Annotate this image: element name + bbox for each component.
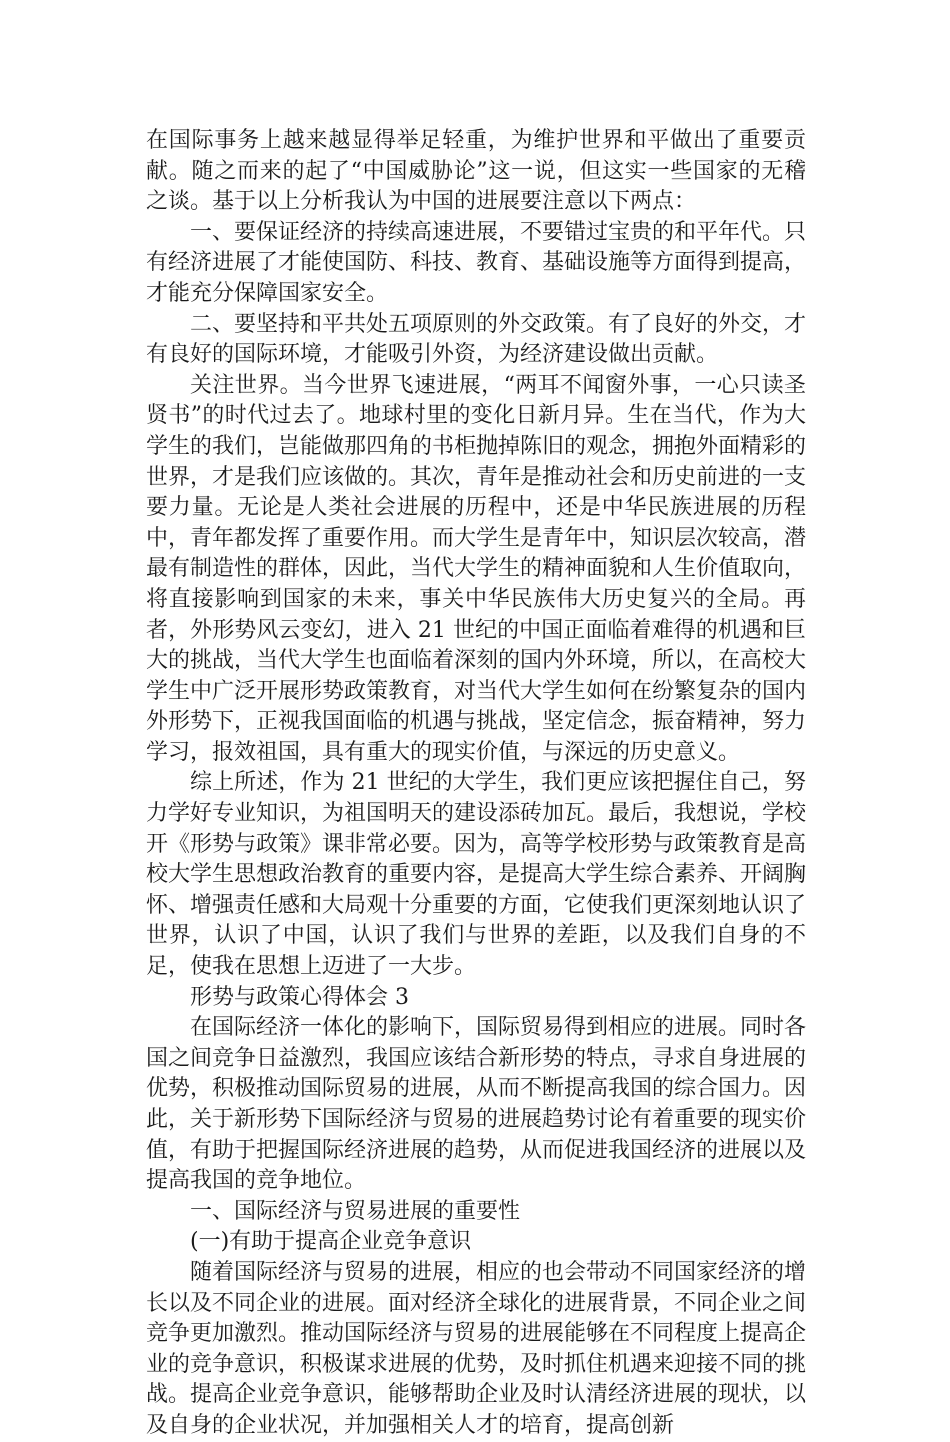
paragraph-conclusion: 综上所述，作为 21 世纪的大学生，我们更应该把握住自己，努力学好专业知识，为祖国明天的建设添砖加瓦。最后，我想说，学校开《形势与政策》课非常必要。因为，高等学校形势与政策教育是高校大学生思想政治教育的重要内容，是提高大学生综合素养、开阔胸怀、增强责任感和大局观十分重要的方面，它使我们更深刻地认识了世界，认识了中国，认识了我们与世界的差距，以及我们自身的不足，使我在思想上迈进了一大步。 [146, 770, 807, 980]
paragraph-competition: 随着国际经济与贸易的进展，相应的也会带动不同国家经济的增长以及不同企业的进展。面对经济全球化的进展背景，不同企业之间竞争更加激烈。推动国际经济与贸易的进展能够在不同程度上提高企业的竞争意识，积极谋求进展的优势，及时抓住机遇来迎接不同的挑战。提高企业竞争意识，能够帮助企业及时认清经济进展的现状，以及自身的企业状况，并加强相关人才的培育，提高创新 [146, 1259, 807, 1438]
paragraph-point-two: 二、要坚持和平共处五项原则的外交政策。有了良好的外交，才有良好的国际环境，才能吸引外资，为经济建设做出贡献。 [146, 311, 807, 368]
paragraph-trade-intro: 在国际经济一体化的影响下，国际贸易得到相应的进展。同时各国之间竞争日益激烈，我国应该结合新形势的特点，寻求自身进展的优势，积极推动国际贸易的进展，从而不断提高我国的综合国力。因此，关于新形势下国际经济与贸易的进展趋势讨论有着重要的现实价值，有助于把握国际经济进展的趋势，从而促进我国经济的进展以及提高我国的竞争地位。 [146, 1015, 807, 1194]
section-title: 形势与政策心得体会 3 [190, 984, 409, 1010]
paragraph-focus-world: 关注世界。当今世界飞速进展，“两耳不闻窗外事，一心只读圣贤书”的时代过去了。地球村里的变化日新月异。生在当代，作为大学生的我们，岂能做那四角的书柜抛掉陈旧的观念，拥抱外面精彩的世界，才是我们应该做的。其次，青年是推动社会和历史前进的一支要力量。无论是人类社会进展的历程中，还是中华民族进展的历程中，青年都发挥了重要作用。而大学生是青年中，知识层次较高，潜最有制造性的群体，因此，当代大学生的精神面貌和人生价值取向，将直接影响到国家的未来，事关中华民族伟大历史复兴的全局。再者，外形势风云变幻，进入 21 世纪的中国正面临着难得的机遇和巨大的挑战，当代大学生也面临着深刻的国内外环境，所以，在高校大学生中广泛开展形势政策教育，对当代大学生如何在纷繁复杂的国内外形势下，正视我国面临的机遇与挑战，坚定信念，振奋精神，努力学习，报效祖国，具有重大的现实价值，与深远的历史意义。 [146, 372, 807, 765]
paragraph-intro-continuation: 在国际事务上越来越显得举足轻重，为维护世界和平做出了重要贡献。随之而来的起了“中国威胁论”这一说，但这实一些国家的无稽之谈。基于以上分析我认为中国的进展要注意以下两点： [146, 128, 806, 215]
paragraph-point-one: 一、要保证经济的持续高速进展，不要错过宝贵的和平年代。只有经济进展了才能使国防、科技、教育、基础设施等方面得到提高，才能充分保障国家安全。 [146, 219, 807, 306]
sub-subsection-heading: (一)有助于提高企业竞争意识 [190, 1229, 472, 1255]
document-body [146, 126, 806, 1442]
subsection-heading: 一、国际经济与贸易进展的重要性 [190, 1198, 521, 1224]
